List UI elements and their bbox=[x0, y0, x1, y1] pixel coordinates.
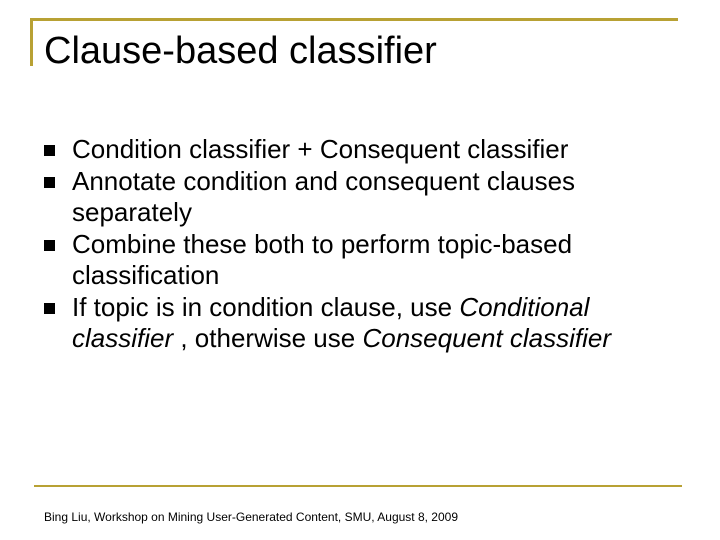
emphasis-consequent-classifier: Consequent classifier bbox=[362, 323, 612, 353]
square-bullet-icon bbox=[44, 303, 55, 314]
square-bullet-icon bbox=[44, 177, 55, 188]
title-left-rule bbox=[30, 18, 33, 66]
bullet-text-part: , otherwise use bbox=[173, 323, 363, 353]
slide-title: Clause-based classifier bbox=[44, 30, 437, 72]
square-bullet-icon bbox=[44, 240, 55, 251]
title-top-rule bbox=[30, 18, 678, 21]
emphasis-conditional-classifier: Conditional classifier bbox=[72, 291, 590, 353]
bullet-item bbox=[44, 166, 684, 229]
bullet-item bbox=[44, 292, 684, 355]
bullet-item bbox=[44, 229, 684, 292]
footer-rule bbox=[34, 485, 682, 487]
slide-footer: Bing Liu, Workshop on Mining User-Generated Content, SMU, August 8, 2009 bbox=[44, 510, 459, 524]
bullet-text: Combine these both to perform topic-based classification bbox=[72, 228, 573, 290]
bullet-list bbox=[44, 134, 684, 355]
bullet-text-part: If topic is in condition clause, use bbox=[72, 291, 460, 322]
bullet-text: Annotate condition and consequent clauses separately bbox=[72, 165, 576, 227]
bullet-text: Condition classifier + Consequent classifier bbox=[72, 134, 569, 164]
bullet-item bbox=[44, 134, 684, 166]
square-bullet-icon bbox=[44, 145, 55, 156]
